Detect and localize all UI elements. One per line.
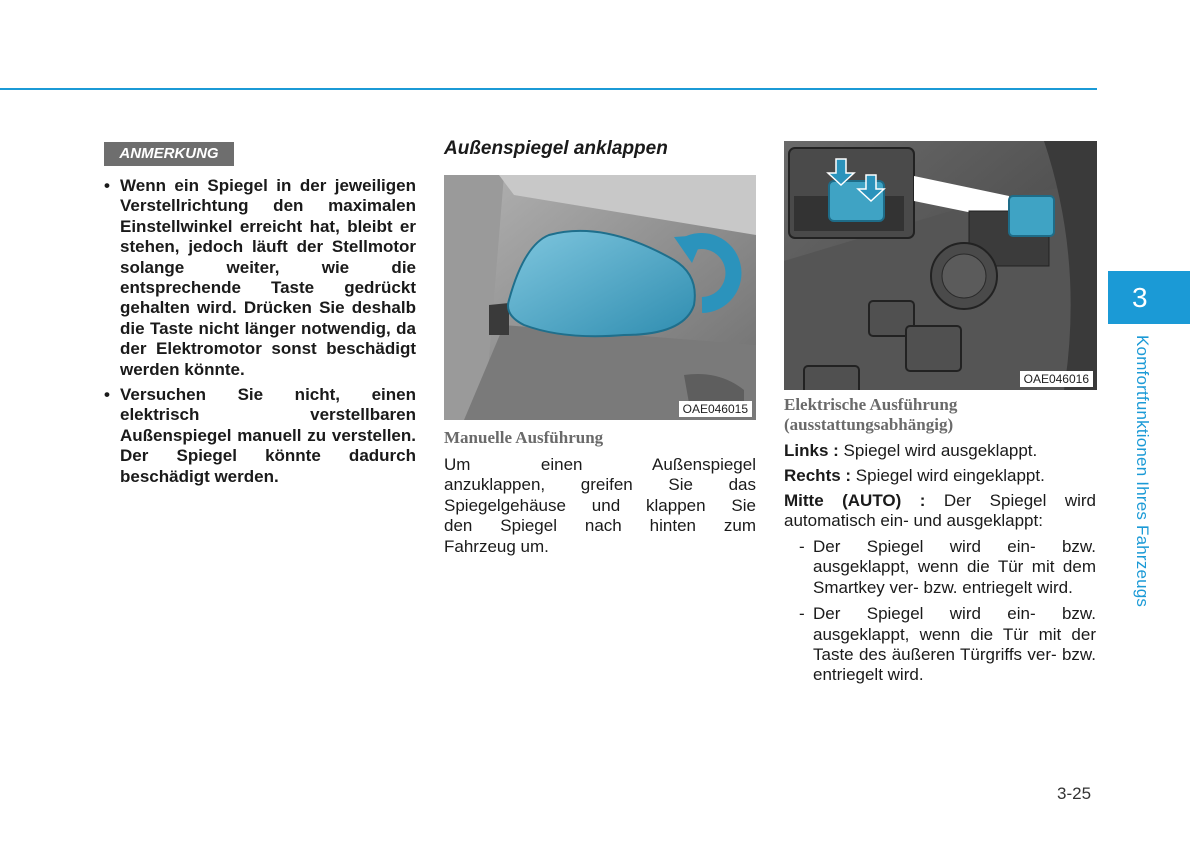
- header-rule: [0, 88, 1097, 90]
- list-item-text: Der Spiegel wird ein- bzw. ausgeklappt, wenn die Tür mit dem Smartkey ver- bzw. entriegelt wird.: [813, 537, 1096, 597]
- figure-label: OAE046016: [1020, 371, 1093, 387]
- switch-auto-row: [784, 491, 1096, 532]
- row-label: Mitte (AUTO) :: [784, 491, 926, 510]
- manual-line: anzuklappen, greifen Sie das: [444, 475, 756, 495]
- auto-conditions-list: [799, 537, 1096, 692]
- mirror-figure: [444, 175, 756, 420]
- note-item-text: Versuchen Sie nicht, einen elektrisch verstellbaren Außenspiegel manuell zu verstellen. Der Spiegel könnte dadurch beschädigt werden.: [120, 385, 416, 486]
- chapter-title: Komfortfunktionen Ihres Fahrzeugs: [1133, 335, 1152, 608]
- switch-left-row: [784, 441, 1096, 461]
- electric-heading-line: (ausstattungsabhängig): [784, 415, 954, 434]
- page-number: 3-25: [1057, 784, 1092, 803]
- row-label: Links :: [784, 441, 839, 460]
- mirror-switch-illustration: [784, 141, 1097, 390]
- row-text: Spiegel wird ausgeklappt.: [838, 441, 1038, 460]
- manual-paragraph: [444, 455, 756, 557]
- switch-right-row: [784, 466, 1096, 486]
- manual-line: den Spiegel nach hinten zum: [444, 516, 756, 536]
- list-item-text: Der Spiegel wird ein- bzw. ausgeklappt, wenn die Tür mit der Taste des äußeren Türgriffs ver- bzw. entriegelt wird.: [813, 604, 1096, 685]
- figure-label: OAE046015: [679, 401, 752, 417]
- note-list: [102, 176, 416, 492]
- note-badge: ANMERKUNG: [104, 142, 234, 166]
- row-text: Spiegel wird eingeklappt.: [851, 466, 1045, 485]
- list-item: - Der Spiegel wird ein- bzw. ausgeklappt, wenn die Tür mit dem Smartkey ver- bzw. entriegelt wird.: [799, 537, 1096, 597]
- manual-line: Um einen Außenspiegel: [444, 455, 756, 474]
- switch-figure: [784, 141, 1097, 390]
- section-title: Außenspiegel anklappen: [444, 138, 668, 159]
- electric-heading: [784, 395, 957, 435]
- list-item: - Der Spiegel wird ein- bzw. ausgeklappt, wenn die Tür mit der Taste des äußeren Türgriffs ver- bzw. entriegelt wird.: [799, 604, 1096, 685]
- manual-line: Spiegelgehäuse und klappen Sie: [444, 495, 756, 515]
- note-item: • Versuchen Sie nicht, einen elektrisch verstellbaren Außenspiegel manuell zu verstellen. Der Spiegel könnte dadurch beschädigt werden.: [104, 385, 416, 486]
- note-item-text: Wenn ein Spiegel in der jeweiligen Verstellrichtung den maximalen Einstellwinkel erreicht hat, bleibt er stehen, jedoch läuft der Stellmotor solange weiter, wie die entsprechende Taste gedrückt gehalten wird. Drücken Sie deshalb die Taste nicht länger notwendig, da der Elektromotor sonst beschädigt werden könnte.: [120, 176, 416, 379]
- chapter-number-tab: 3: [1108, 271, 1190, 324]
- row-label: Rechts :: [784, 466, 852, 485]
- row-text: Der Spiegel wird automatisch ein- und ausgeklappt:: [784, 491, 1096, 531]
- electric-heading-line: Elektrische Ausführung: [784, 395, 958, 414]
- folding-mirror-illustration: [444, 175, 756, 420]
- note-item: • Wenn ein Spiegel in der jeweiligen Verstellrichtung den maximalen Einstellwinkel erreicht hat, bleibt er stehen, jedoch läuft der Stellmotor solange weiter, wie die entsprechende Taste gedrückt gehalten wird. Drücken Sie deshalb die Taste nicht länger notwendig, da der Elektromotor sonst beschädigt werden könnte.: [104, 176, 416, 379]
- manual-heading: Manuelle Ausführung: [444, 428, 604, 447]
- manual-line: Fahrzeug um.: [444, 536, 549, 556]
